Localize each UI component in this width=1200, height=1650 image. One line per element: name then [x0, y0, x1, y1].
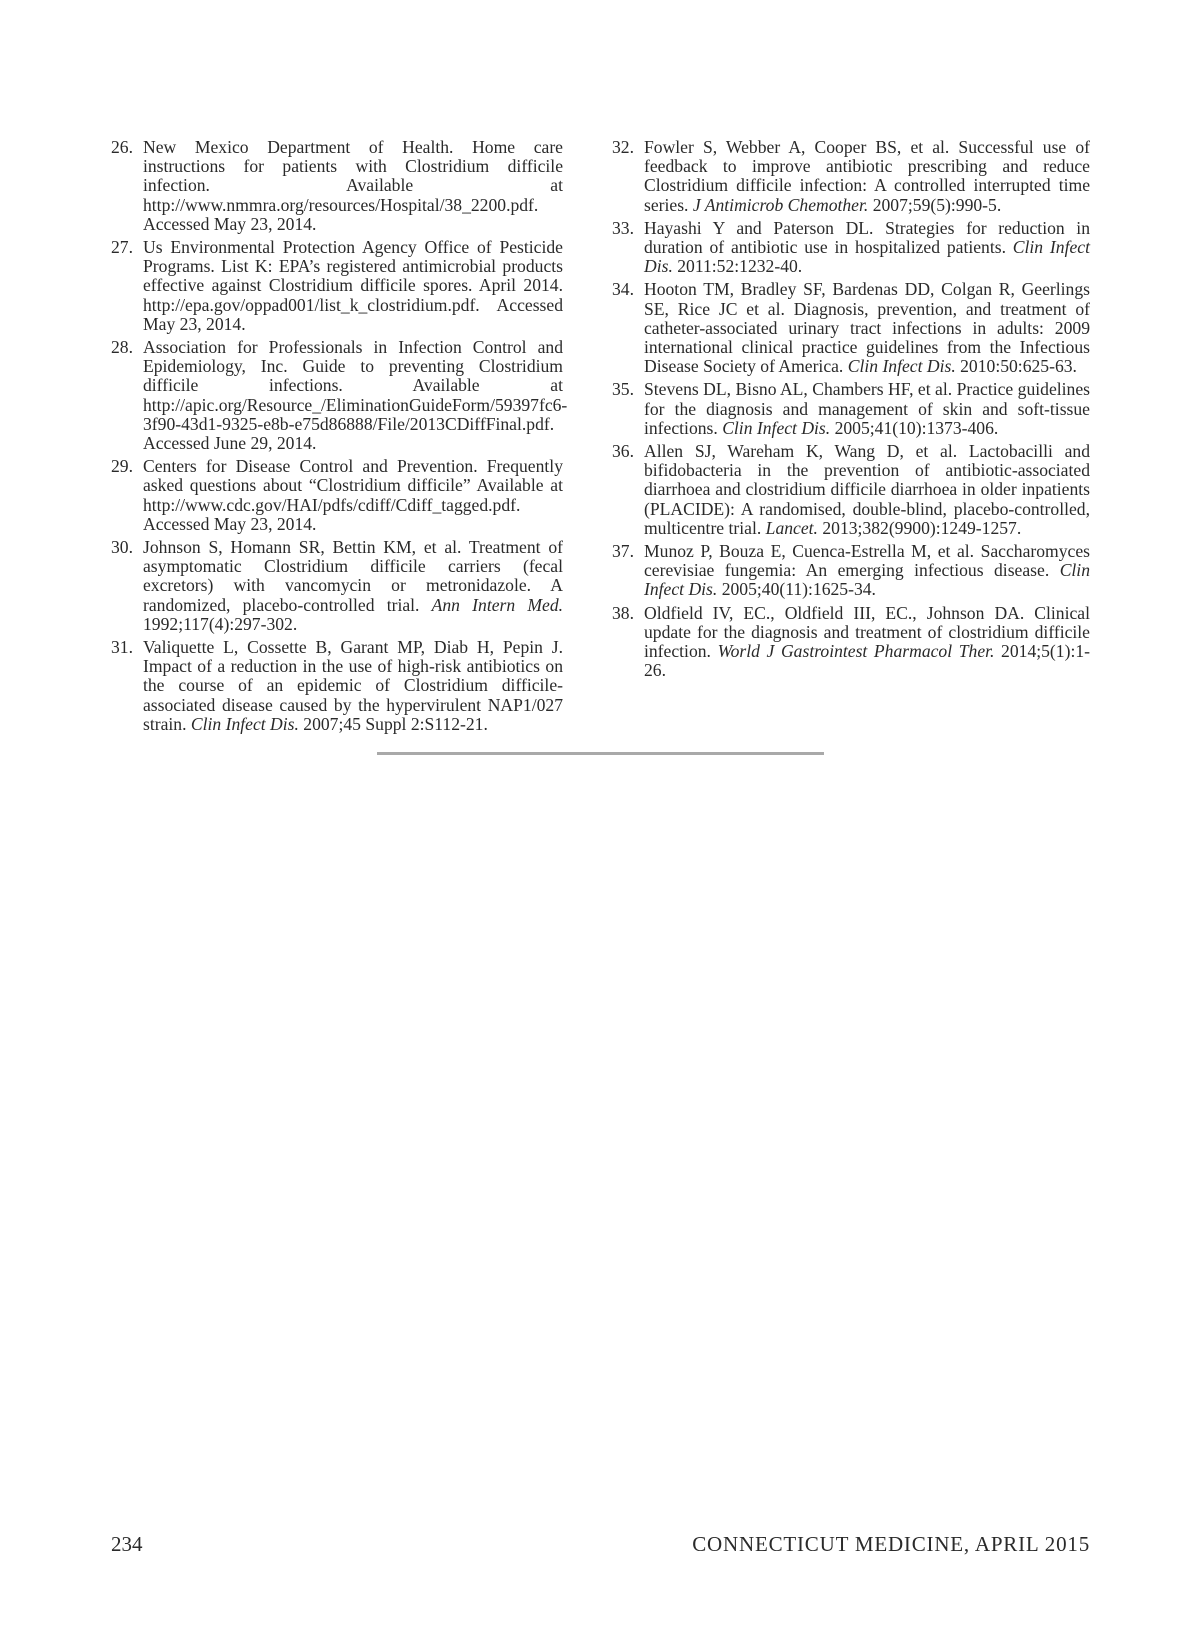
reference-segment: Us Environmental Protection Agency Office of Pesticide Programs. List K: EPA’s registered antimicrobial products effective against Clostridium difficile spores. April 2014. http://epa.gov/oppad001/list_k_clostridium.pdf. Accessed May 23, 2014.	[143, 237, 563, 334]
reference-item	[612, 380, 1090, 438]
reference-number: 38.	[612, 602, 634, 623]
reference-text	[143, 456, 563, 534]
reference-number: 35.	[612, 379, 634, 400]
reference-text	[644, 603, 1090, 681]
reference-number: 27.	[111, 237, 133, 258]
reference-number: 34.	[612, 279, 634, 300]
reference-text	[644, 441, 1090, 538]
reference-column-right	[612, 138, 1090, 684]
reference-segment: Valiquette L, Cossette B, Garant MP, Diab H, Pepin J. Impact of a reduction in the use of high-risk antibiotics on the course of an epidemic of Clostridium difficile-associated disease caused by the hypervirulent NAP1/027 strain.	[143, 637, 563, 734]
journal-title: Ann Intern Med.	[431, 594, 564, 615]
reference-item	[111, 638, 563, 734]
journal-title: Clin Infect Dis.	[722, 417, 831, 438]
reference-segment: Stevens DL, Bisno AL, Chambers HF, et al. Practice guidelines for the diagnosis and management of skin and soft-tissue infections.	[644, 379, 1090, 438]
reference-text	[644, 218, 1090, 276]
journal-title: Clin Infect Dis.	[644, 560, 1090, 600]
reference-segment: 1992;117(4):297-302.	[143, 613, 298, 634]
reference-item	[612, 219, 1090, 277]
reference-segment: 2013;382(9900):1249-1257.	[817, 517, 1022, 538]
reference-segment: Centers for Disease Control and Prevention. Frequently asked questions about “Clostridium difficile” Available at http://www.cdc.gov/HAI/pdfs/cdiff/Cdiff_tagged.pdf. Accessed May 23, 2014.	[143, 456, 563, 534]
reference-item	[111, 457, 563, 534]
journal-title: J Antimicrob Chemother.	[692, 194, 869, 215]
reference-segment: 2014;5(1):1-26.	[644, 641, 1090, 681]
reference-segment: Fowler S, Webber A, Cooper BS, et al. Successful use of feedback to improve antibiotic prescribing and reduce Clostridium difficile infection: A controlled interrupted time series.	[644, 137, 1090, 215]
reference-item	[111, 138, 563, 234]
reference-item	[612, 138, 1090, 215]
reference-number: 33.	[612, 217, 634, 238]
journal-title: Clin Infect Dis.	[190, 713, 299, 734]
reference-number: 30.	[111, 537, 133, 558]
reference-segment: Munoz P, Bouza E, Cuenca-Estrella M, et al. Saccharomyces cerevisiae fungemia: An emerging infectious disease.	[644, 541, 1090, 581]
journal-footer: CONNECTICUT MEDICINE, APRIL 2015	[692, 1532, 1090, 1556]
reference-item	[111, 238, 563, 334]
journal-title: Clin Infect Dis.	[847, 356, 956, 377]
reference-number: 29.	[111, 456, 133, 477]
reference-text	[644, 279, 1090, 376]
reference-text	[143, 237, 563, 334]
reference-number: 28.	[111, 337, 133, 358]
reference-segment: 2007;59(5):990-5.	[868, 194, 1002, 215]
journal-title: Clin Infect Dis.	[644, 237, 1090, 277]
reference-segment: Hooton TM, Bradley SF, Bardenas DD, Colgan R, Geerlings SE, Rice JC et al. Diagnosis, prevention, and treatment of catheter-associated urinary tract infections in adults: 2009 international clinical practice guidelines from the Infectious Disease Society of America.	[644, 279, 1090, 377]
page-number: 234	[111, 1532, 143, 1556]
reference-segment: Oldfield IV, EC., Oldfield III, EC., Johnson DA. Clinical update for the diagnosis and treatment of clostridium difficile infection.	[644, 602, 1090, 662]
reference-item	[612, 604, 1090, 681]
reference-segment: 2005;40(11):1625-34.	[717, 579, 876, 600]
reference-item	[612, 280, 1090, 376]
reference-text	[143, 637, 563, 734]
reference-segment: 2011:52:1232-40.	[672, 256, 803, 277]
reference-item	[612, 542, 1090, 600]
reference-segment: Hayashi Y and Paterson DL. Strategies for reduction in duration of antibiotic use in hospitalized patients.	[644, 217, 1090, 258]
reference-column-left	[111, 137, 568, 738]
reference-number: 36.	[612, 441, 634, 462]
reference-segment: 2005;41(10):1373-406.	[830, 417, 999, 438]
reference-segment: Association for Professionals in Infection Control and Epidemiology, Inc. Guide to preventing Clostridium difficile infections. Available at http://apic.org/Resource_/EliminationGuideForm/59397fc6-3f90-43d1-9325-e8b-e75d86888/File/2013CDiffFinal.pdf. Accessed June 29, 2014.	[143, 337, 568, 454]
reference-segment: Johnson S, Homann SR, Bettin KM, et al. Treatment of asymptomatic Clostridium difficile carriers (fecal excretors) with vancomycin or metronidazole. A randomized, placebo-controlled trial.	[143, 537, 563, 615]
reference-segment: 2010:50:625-63.	[955, 356, 1077, 377]
reference-text	[644, 379, 1090, 437]
journal-title: Lancet.	[765, 517, 818, 538]
reference-segment: 2007;45 Suppl 2:S112-21.	[298, 713, 488, 734]
reference-item	[111, 538, 563, 634]
reference-item	[111, 337, 568, 454]
reference-text	[143, 537, 563, 634]
reference-segment: New Mexico Department of Health. Home care instructions for patients with Clostridium difficile infection. Available at http://www.nmmra.org/resources/Hospital/38_2200.pdf. Accessed May 23, 2014.	[143, 137, 563, 234]
reference-number: 31.	[111, 637, 133, 658]
reference-segment: Allen SJ, Wareham K, Wang D, et al. Lactobacilli and bifidobacteria in the prevention of antibiotic-associated diarrhoea and clostridium difficile diarrhoea in older inpatients (PLACIDE): A randomised, double-blind, placebo-controlled, multicentre trial.	[644, 441, 1090, 538]
reference-text	[644, 137, 1090, 215]
reference-text	[644, 541, 1090, 599]
reference-item	[612, 442, 1090, 538]
reference-text	[143, 137, 563, 234]
journal-title: World J Gastrointest Pharmacol Ther.	[717, 641, 995, 662]
reference-number: 37.	[612, 541, 634, 562]
reference-number: 26.	[111, 137, 133, 157]
reference-number: 32.	[612, 137, 634, 157]
section-divider	[377, 752, 824, 755]
reference-text	[143, 337, 567, 453]
